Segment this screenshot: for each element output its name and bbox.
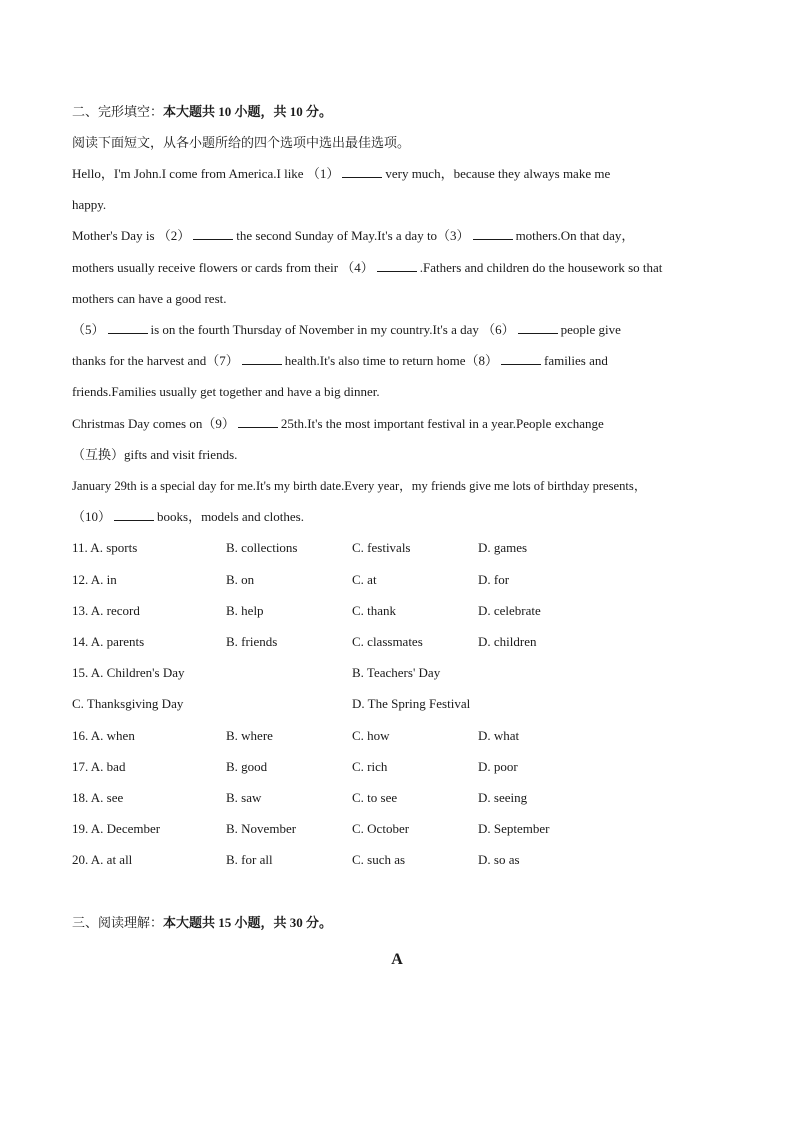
section-3-title [72,915,332,931]
passage-text: Christmas Day comes on（9） [72,416,235,431]
option-c: C. how [352,728,390,743]
section-2-title [72,104,332,120]
option-b: B. for all [226,852,273,867]
passage-line-5: mothers can have a good rest. [72,291,227,306]
option-a: 13. A. record [72,603,140,618]
option-c: C. classmates [352,634,423,649]
section-2-title-prefix: 二、完形填空： [72,104,164,119]
passage-text: families and [543,353,608,368]
answer-blank-9 [238,416,278,428]
passage-text: mothers.On that day， [515,228,635,243]
option-d: D. children [478,634,537,649]
option-b: B. saw [226,790,262,805]
option-b: B. help [226,603,264,618]
passage-text: health.It's also time to return home（8） [284,353,498,368]
passage-text: Hello，I'm John.I come from America.I like （1） [72,166,340,181]
answer-blank-4 [377,260,417,272]
option-a: 11. A. sports [72,540,138,555]
passage-text: thanks for the harvest and（7） [72,353,239,368]
option-c: C. Thanksgiving Day [72,696,184,711]
option-d: D. The Spring Festival [352,696,471,711]
answer-blank-1 [342,166,382,178]
answer-blank-7 [242,353,282,365]
option-b: B. collections [226,540,298,555]
passage-line-10: （互换）gifts and visit friends. [72,447,238,462]
answer-blank-10 [114,509,154,521]
option-a: 20. A. at all [72,852,133,867]
reading-part-heading: A [391,951,403,968]
passage-text: mothers usually receive flowers or cards from their （4） [72,260,374,275]
option-d: D. for [478,572,510,587]
passage-line-1 [72,166,610,182]
passage-text: the second Sunday of May.It's a day to（3） [236,228,470,243]
passage-line-2: happy. [72,197,107,212]
passage-line-12 [72,509,304,525]
option-a: 14. A. parents [72,634,145,649]
option-d: D. seeing [478,790,528,805]
answer-blank-6 [518,322,558,334]
option-b: B. friends [226,634,278,649]
option-d: D. games [478,540,528,555]
passage-text: （5） [72,322,105,337]
passage-text: Mother's Day is （2） [72,228,191,243]
option-c: C. thank [352,603,397,618]
passage-text: books，models and clothes. [157,509,304,524]
answer-blank-8 [501,353,541,365]
section-3-title-prefix: 三、阅读理解： [72,915,164,930]
option-c: C. to see [352,790,398,805]
passage-line-8: friends.Families usually get together and have a big dinner. [72,384,380,399]
passage-line-11: January 29th is a special day for me.It's my birth date.Every year，my friends give me lots of birthday presents， [72,479,647,493]
option-b: B. November [226,821,297,836]
option-b: B. good [226,759,268,774]
passage-text: is on the fourth Thursday of November in my country.It's a day （6） [150,322,515,337]
passage-line-3 [72,228,634,244]
passage-line-6 [72,322,621,338]
passage-line-4 [72,260,662,276]
passage-line-9 [72,416,604,432]
option-a: 17. A. bad [72,759,126,774]
passage-text: very much，because they always make me [385,166,611,181]
option-a: 19. A. December [72,821,161,836]
answer-blank-3 [473,228,513,240]
option-c: C. at [352,572,377,587]
passage-text: 25th.It's the most important festival in a year.People exchange [280,416,604,431]
option-a: 12. A. in [72,572,117,587]
option-d: D. what [478,728,520,743]
option-c: C. festivals [352,540,411,555]
passage-text: people give [560,322,621,337]
option-b: B. Teachers' Day [352,665,441,680]
passage-text: （10） [72,509,112,524]
option-c: C. October [352,821,410,836]
section-3-title-bold: 本大题共 15 小题，共 30 分。 [163,915,333,930]
answer-blank-2 [193,228,233,240]
option-d: D. celebrate [478,603,541,618]
answer-blank-5 [108,322,148,334]
section-2-title-bold: 本大题共 10 小题，共 10 分。 [163,104,333,119]
option-a: 15. A. Children's Day [72,665,185,680]
passage-text: .Fathers and children do the housework so that [419,260,663,275]
option-d: D. so as [478,852,520,867]
passage-line-7 [72,353,608,369]
section-2-instruction: 阅读下面短文，从各小题所给的四个选项中选出最佳选项。 [72,135,411,150]
option-d: D. September [478,821,550,836]
option-b: B. where [226,728,273,743]
option-c: C. rich [352,759,388,774]
option-a: 16. A. when [72,728,135,743]
option-c: C. such as [352,852,406,867]
option-a: 18. A. see [72,790,124,805]
option-d: D. poor [478,759,518,774]
option-b: B. on [226,572,255,587]
